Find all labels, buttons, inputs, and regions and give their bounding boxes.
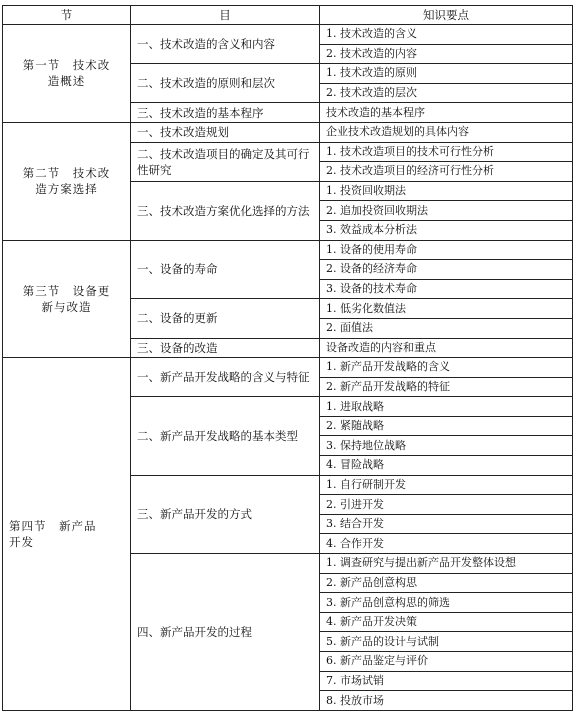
topic-cell: 三、设备的改造: [131, 338, 320, 358]
point-cell: 1. 投资回收期法: [320, 181, 573, 201]
table-row: [3, 122, 573, 142]
point-cell: 5. 新产品的设计与试制: [320, 632, 573, 652]
point-cell: 6. 新产品鉴定与评价: [320, 652, 573, 672]
topic-cell: 三、技术改造的基本程序: [131, 103, 320, 123]
point-cell: 2. 技术改造的层次: [320, 83, 573, 103]
section-title-line: 第二节 技术改: [22, 166, 111, 181]
point-cell: 2. 设备的经济寿命: [320, 260, 573, 280]
point-cell: 2. 面值法: [320, 318, 573, 338]
section-cell: [3, 240, 131, 358]
knowledge-outline-table: [2, 5, 573, 711]
section-title-line: 第一节 技术改: [22, 58, 111, 73]
topic-cell: 二、技术改造项目的确定及其可行性研究: [131, 142, 320, 181]
point-cell: 4. 冒险战略: [320, 456, 573, 476]
section-title-line: 新与改造: [41, 299, 92, 314]
section-title-line: 第三节 设备更: [22, 283, 111, 298]
point-cell: 3. 设备的技术寿命: [320, 279, 573, 299]
section-title-line: 第四节 新产品: [9, 519, 97, 534]
topic-cell: 一、技术改造的含义和内容: [131, 25, 320, 64]
point-cell: 2. 紧随战略: [320, 416, 573, 436]
topic-cell: 三、技术改造方案优化选择的方法: [131, 181, 320, 240]
table-row: [3, 240, 573, 260]
topic-cell: 一、新产品开发战略的含义与特征: [131, 358, 320, 397]
header-points: 知识要点: [320, 6, 573, 25]
point-cell: 1. 自行研制开发: [320, 475, 573, 495]
point-cell: 2. 引进开发: [320, 495, 573, 515]
section-title-line: 开发: [9, 535, 34, 550]
point-cell: 设备改造的内容和重点: [320, 338, 573, 358]
topic-cell: 一、技术改造规划: [131, 122, 320, 142]
point-cell: 1. 技术改造的含义: [320, 25, 573, 45]
section-cell: [3, 122, 131, 240]
point-cell: 1. 技术改造的原则: [320, 64, 573, 84]
table-row: [3, 358, 573, 378]
point-cell: 1. 进取战略: [320, 397, 573, 417]
table-row: [3, 25, 573, 45]
point-cell: 3. 效益成本分析法: [320, 220, 573, 240]
point-cell: 4. 新产品开发决策: [320, 612, 573, 632]
section-cell: [3, 25, 131, 123]
point-cell: 1. 技术改造项目的技术可行性分析: [320, 142, 573, 162]
point-cell: 1. 调查研究与提出新产品开发整体设想: [320, 554, 573, 574]
topic-cell: 一、设备的寿命: [131, 240, 320, 299]
point-cell: 2. 新产品开发战略的特征: [320, 377, 573, 397]
point-cell: 1. 设备的使用寿命: [320, 240, 573, 260]
point-cell: 3. 新产品创意构思的筛选: [320, 593, 573, 613]
header-item: 目: [131, 6, 320, 25]
point-cell: 2. 技术改造的内容: [320, 44, 573, 64]
point-cell: 4. 合作开发: [320, 534, 573, 554]
section-title-line: 造概述: [47, 74, 86, 89]
point-cell: 2. 技术改造项目的经济可行性分析: [320, 162, 573, 182]
header-section: 节: [3, 6, 131, 25]
outline-body: [3, 25, 573, 711]
section-title-line: 造方案选择: [35, 182, 98, 197]
point-cell: 1. 新产品开发战略的含义: [320, 358, 573, 378]
point-cell: 2. 新产品创意构思: [320, 573, 573, 593]
point-cell: 7. 市场试销: [320, 671, 573, 691]
point-cell: 1. 低劣化数值法: [320, 299, 573, 319]
point-cell: 3. 保持地位战略: [320, 436, 573, 456]
point-cell: 3. 结合开发: [320, 514, 573, 534]
section-cell: [3, 358, 131, 711]
point-cell: 8. 投放市场: [320, 691, 573, 711]
topic-cell: 四、新产品开发的过程: [131, 554, 320, 711]
point-cell: 2. 追加投资回收期法: [320, 201, 573, 221]
topic-cell: 二、新产品开发战略的基本类型: [131, 397, 320, 475]
point-cell: 企业技术改造规划的具体内容: [320, 122, 573, 142]
topic-cell: 二、设备的更新: [131, 299, 320, 338]
topic-cell: 三、新产品开发的方式: [131, 475, 320, 553]
point-cell: 技术改造的基本程序: [320, 103, 573, 123]
topic-cell: 二、技术改造的原则和层次: [131, 64, 320, 103]
header-row: [3, 6, 573, 25]
